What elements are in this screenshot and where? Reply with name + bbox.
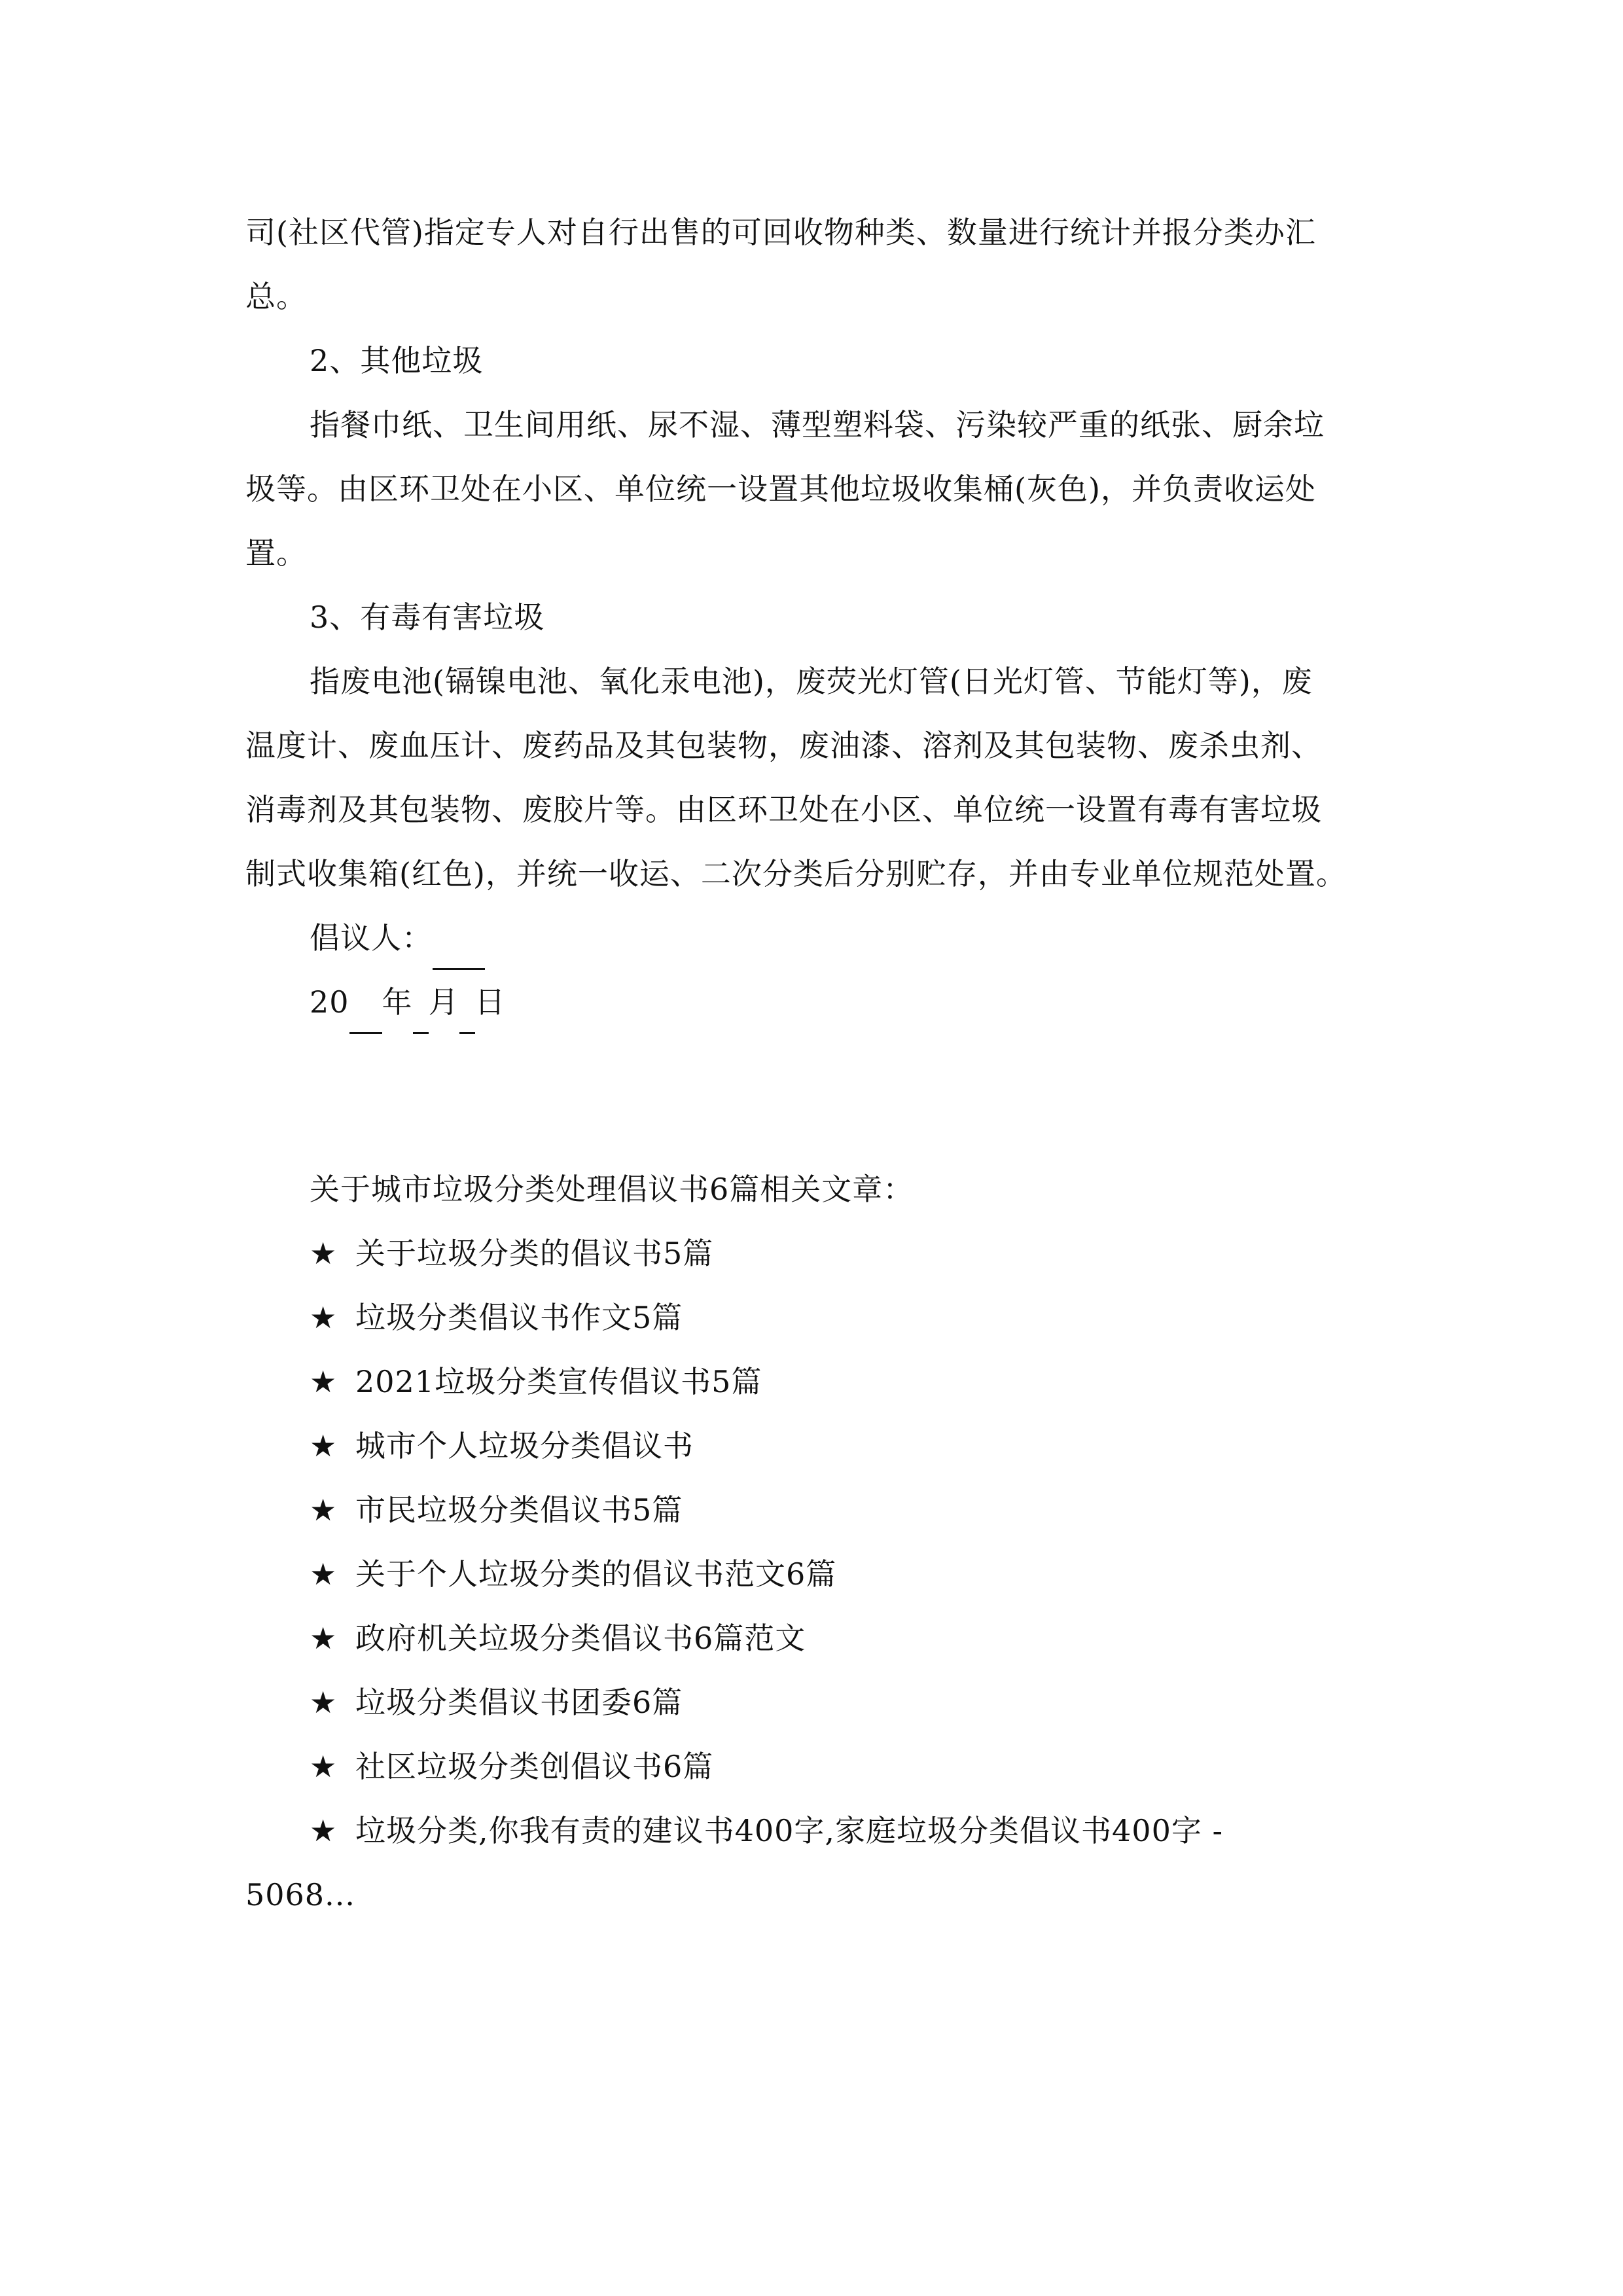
section-3-heading: 3、有毒有害垃圾 <box>310 600 545 635</box>
section-3-line-1: 指废电池(镉镍电池、氧化汞电池)，废荧光灯管(日光灯管、节能灯等)，废 <box>310 664 1313 699</box>
section-2-heading: 2、其他垃圾 <box>310 343 484 378</box>
related-link-text[interactable]: 城市个人垃圾分类倡议书 <box>355 1428 694 1463</box>
related-link-text[interactable]: 垃圾分类倡议书作文5篇 <box>355 1300 683 1335</box>
section-3-line-4: 制式收集箱(红色)，并统一收运、二次分类后分别贮存，并由专业单位规范处置。 <box>245 856 1347 891</box>
related-link-text[interactable]: 2021垃圾分类宣传倡议书5篇 <box>355 1364 762 1399</box>
section-2-line-2: 圾等。由区环卫处在小区、单位统一设置其他垃圾收集桶(灰色)，并负责收运处 <box>245 471 1316 507</box>
document-body <box>245 200 1394 1034</box>
proposer-blank <box>433 931 485 970</box>
related-link-1[interactable] <box>245 1221 1394 1285</box>
star-icon: ★ <box>310 1236 338 1271</box>
month-blank <box>413 996 429 1034</box>
star-icon: ★ <box>310 1813 338 1848</box>
related-link-4[interactable] <box>245 1414 1394 1478</box>
related-link-text[interactable]: 政府机关垃圾分类倡议书6篇范文 <box>355 1621 806 1656</box>
continuation-line-1: 司(社区代管)指定专人对自行出售的可回收物种类、数量进行统计并报分类办汇 <box>245 215 1316 250</box>
related-link-text[interactable]: 垃圾分类,你我有责的建议书400字,家庭垃圾分类倡议书400字 - <box>355 1813 1224 1848</box>
related-link-3[interactable] <box>245 1350 1394 1414</box>
date-day: 日 <box>474 984 506 1020</box>
section-2-line-3: 置。 <box>245 535 307 571</box>
related-link-text[interactable]: 社区垃圾分类创倡议书6篇 <box>355 1749 714 1784</box>
proposer-line <box>245 906 1394 970</box>
related-link-10-continuation[interactable]: 5068... <box>245 1877 355 1912</box>
related-heading: 关于城市垃圾分类处理倡议书6篇相关文章： <box>310 1172 914 1207</box>
star-icon: ★ <box>310 1428 338 1463</box>
star-icon: ★ <box>310 1685 338 1720</box>
related-link-text[interactable]: 市民垃圾分类倡议书5篇 <box>355 1492 683 1528</box>
star-icon: ★ <box>310 1364 338 1399</box>
star-icon: ★ <box>310 1492 338 1528</box>
related-link-6[interactable] <box>245 1542 1394 1606</box>
related-link-text[interactable]: 关于个人垃圾分类的倡议书范文6篇 <box>355 1556 837 1592</box>
date-year: 年 <box>382 984 413 1020</box>
section-3-line-3: 消毒剂及其包装物、废胶片等。由区环卫处在小区、单位统一设置有毒有害垃圾 <box>245 792 1322 827</box>
star-icon: ★ <box>310 1556 338 1592</box>
related-link-7[interactable] <box>245 1606 1394 1670</box>
proposer-label: 倡议人： <box>310 920 433 956</box>
year-blank <box>349 996 382 1034</box>
section-3-line-2: 温度计、废血压计、废药品及其包装物，废油漆、溶剂及其包装物、废杀虫剂、 <box>245 728 1322 763</box>
related-articles <box>245 1157 1394 1927</box>
related-link-5[interactable] <box>245 1478 1394 1542</box>
related-link-2[interactable] <box>245 1285 1394 1350</box>
related-link-9[interactable] <box>245 1734 1394 1799</box>
continuation-line-2: 总。 <box>245 279 307 314</box>
day-blank <box>459 996 475 1034</box>
star-icon: ★ <box>310 1749 338 1784</box>
star-icon: ★ <box>310 1300 338 1335</box>
related-link-text[interactable]: 垃圾分类倡议书团委6篇 <box>355 1685 683 1720</box>
date-prefix: 20 <box>310 984 349 1020</box>
related-link-10[interactable] <box>245 1799 1394 1863</box>
related-link-8[interactable] <box>245 1670 1394 1734</box>
star-icon: ★ <box>310 1621 338 1656</box>
section-2-line-1: 指餐巾纸、卫生间用纸、尿不湿、薄型塑料袋、污染较严重的纸张、厨余垃 <box>310 407 1325 442</box>
date-line <box>245 970 1394 1034</box>
related-link-text[interactable]: 关于垃圾分类的倡议书5篇 <box>355 1236 714 1271</box>
date-month: 月 <box>428 984 459 1020</box>
